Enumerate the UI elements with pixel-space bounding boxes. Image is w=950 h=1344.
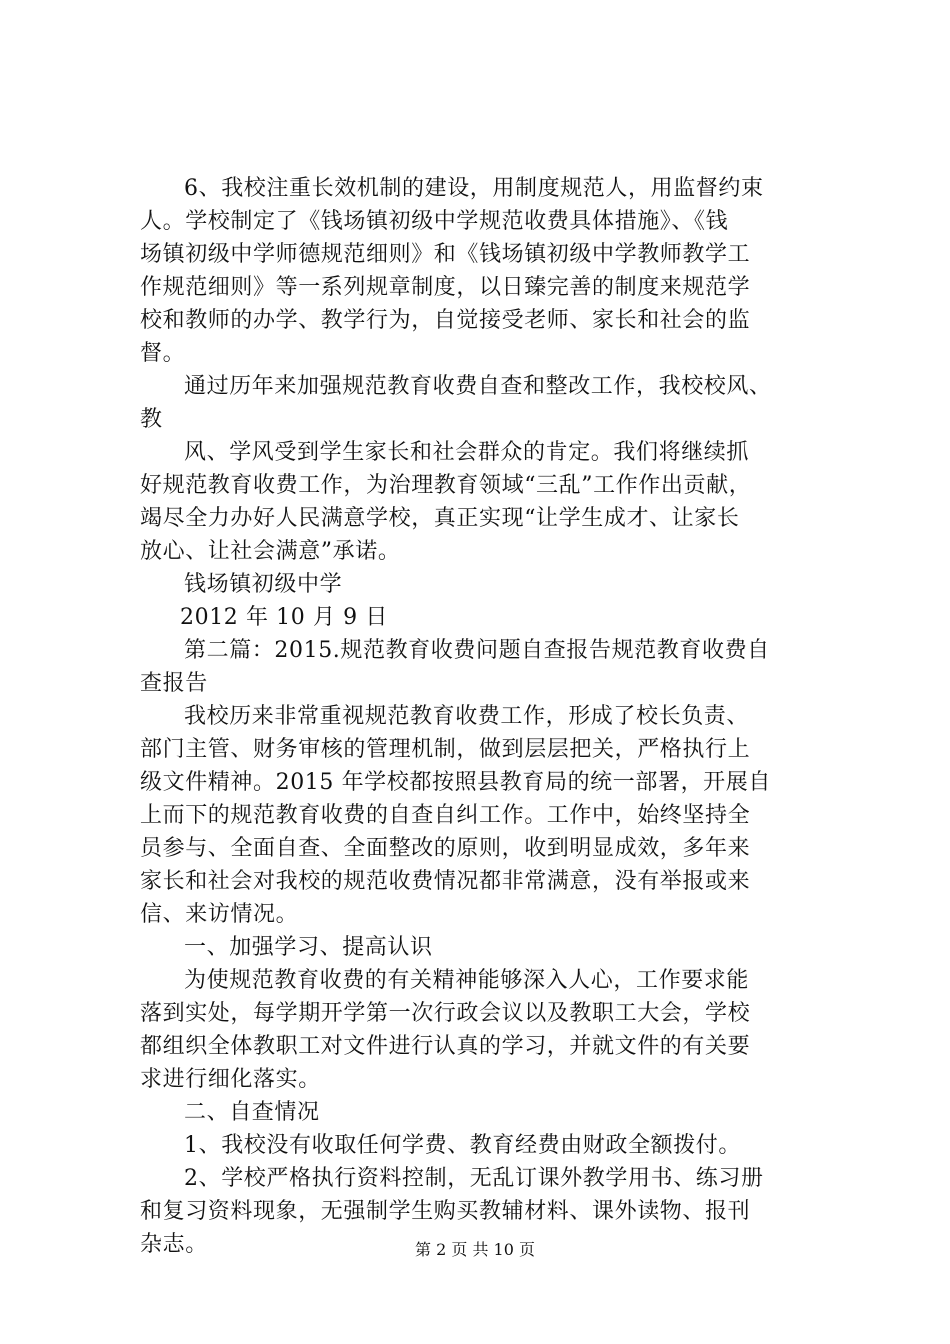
paragraph-line: 求进行细化落实。 xyxy=(140,1067,321,1092)
page-number-footer: 第 2 页 共 10 页 xyxy=(415,1240,535,1259)
subsection-heading: 一、加强学习、提高认识 xyxy=(184,935,433,960)
document-body xyxy=(140,172,830,1261)
signature-school: 钱场镇初级中学 xyxy=(184,572,343,597)
paragraph-line: 人。学校制定了《钱场镇初级中学规范收费具体措施》、《钱 xyxy=(140,209,729,234)
paragraph-line: 教 xyxy=(140,407,163,432)
paragraph-line: 级文件精神。2015 年学校都按照县教育局的统一部署，开展自 xyxy=(140,770,771,795)
paragraph-line: 为使规范教育收费的有关精神能够深入人心，工作要求能 xyxy=(184,968,750,993)
paragraph-line: 作规范细则》等一系列规章制度，以日臻完善的制度来规范学 xyxy=(140,275,751,300)
subsection-heading: 二、自查情况 xyxy=(184,1100,320,1125)
paragraph-line: 和复习资料现象，无强制学生购买教辅材料、课外读物、报刊 xyxy=(140,1199,751,1224)
paragraph-line: 竭尽全力办好人民满意学校，真正实现“让学生成才、让家长 xyxy=(140,506,740,531)
paragraph-line: 6、我校注重长效机制的建设，用制度规范人，用监督约束 xyxy=(184,176,764,201)
paragraph-line: 信、来访情况。 xyxy=(140,902,299,927)
paragraph-line: 部门主管、财务审核的管理机制，做到层层把关，严格执行上 xyxy=(140,737,751,762)
paragraph-line: 2、学校严格执行资料控制，无乱订课外教学用书、练习册 xyxy=(184,1166,764,1191)
paragraph-line: 1、我校没有收取任何学费、教育经费由财政全额拨付。 xyxy=(184,1133,741,1158)
paragraph-line: 督。 xyxy=(140,341,186,366)
section-heading: 第二篇：2015.规范教育收费问题自查报告规范教育收费自 xyxy=(184,638,770,663)
paragraph-line: 放心、让社会满意”承诺。 xyxy=(140,539,401,564)
paragraph-line: 校和教师的办学、教学行为，自觉接受老师、家长和社会的监 xyxy=(140,308,751,333)
paragraph-line: 落到实处，每学期开学第一次行政会议以及教职工大会，学校 xyxy=(140,1001,751,1026)
section-heading-continued: 查报告 xyxy=(140,671,208,696)
paragraph-line: 好规范教育收费工作，为治理教育领域“三乱”工作作出贡献， xyxy=(140,473,752,498)
paragraph-line: 家长和社会对我校的规范收费情况都非常满意，没有举报或来 xyxy=(140,869,751,894)
paragraph-line: 上而下的规范教育收费的自查自纠工作。工作中，始终坚持全 xyxy=(140,803,751,828)
paragraph-line: 我校历来非常重视规范教育收费工作，形成了校长负责、 xyxy=(184,704,750,729)
paragraph-line: 杂志。 xyxy=(140,1232,208,1257)
paragraph-line: 风、学风受到学生家长和社会群众的肯定。我们将继续抓 xyxy=(184,440,750,465)
paragraph-line: 通过历年来加强规范教育收费自查和整改工作，我校校风、 xyxy=(184,374,772,399)
paragraph-line: 场镇初级中学师德规范细则》和《钱场镇初级中学教师教学工 xyxy=(140,242,751,267)
signature-date: 2012 年 10 月 9 日 xyxy=(180,605,388,630)
paragraph-line: 员参与、全面自查、全面整改的原则，收到明显成效，多年来 xyxy=(140,836,751,861)
paragraph-line: 都组织全体教职工对文件进行认真的学习，并就文件的有关要 xyxy=(140,1034,751,1059)
